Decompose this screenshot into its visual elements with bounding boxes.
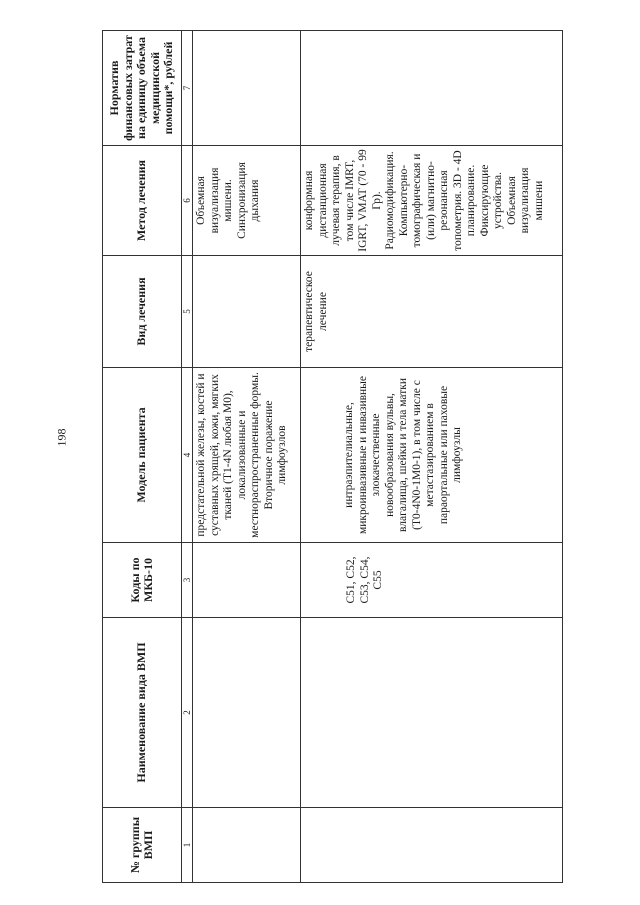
cell-model: интраэпителиальные, микроинвазивные и инвазивные злокачественные новообразования вульвы, влагалища, шейки и тела матки (T0-4N0-1M0-1), в том числе с метастазированием в параортальные или паховые лимфоузлы	[301, 368, 563, 543]
cell-group	[301, 808, 563, 883]
header-model: Модель пациента	[103, 368, 182, 543]
cell-treatment-type	[193, 256, 301, 368]
cell-codes: C51, C52, C53, C54, C55	[301, 543, 563, 618]
page-number: 198	[54, 428, 69, 447]
cell-method: конформная дистанционная лучевая терапия, в том числе IMRT, IGRT, VMAT (70 - 99 Гр). Радиомодификация. Компьютерно-томографическая и (или) магнитно-резонансная топометрия. 3D - 4D планирование. Фиксирующие устройства. Объемная визуализация мишени	[301, 146, 563, 256]
header-method: Метод лечения	[103, 146, 182, 256]
column-number-row	[182, 31, 193, 883]
header-group: № группы ВМП	[103, 808, 182, 883]
header-treatment-type: Вид лечения	[103, 256, 182, 368]
table-row	[301, 31, 563, 883]
rotated-table-wrapper	[102, 31, 560, 883]
cell-method: Объемная визуализация мишени. Синхронизация дыхания	[193, 146, 301, 256]
cell-name	[301, 618, 563, 808]
col-number: 3	[182, 543, 193, 618]
header-norm: Норматив финансовых затрат на единицу объема медицинской помощи*, рублей	[103, 31, 182, 146]
header-codes: Коды по МКБ-10	[103, 543, 182, 618]
col-number: 4	[182, 368, 193, 543]
cell-model: предстательной железы, костей и суставных хрящей, кожи, мягких тканей (T1-4N любая M0), локализованные и местнораспространенные формы. Вторичное поражение лимфоузлов	[193, 368, 301, 543]
col-number: 5	[182, 256, 193, 368]
cell-treatment-type: терапевтическое лечение	[301, 256, 563, 368]
table-row	[193, 31, 301, 883]
cell-codes	[193, 543, 301, 618]
col-number: 6	[182, 146, 193, 256]
vmp-table	[102, 30, 563, 883]
header-row	[103, 31, 182, 883]
cell-group	[193, 808, 301, 883]
cell-norm	[301, 31, 563, 146]
header-name: Наименование вида ВМП	[103, 618, 182, 808]
col-number: 7	[182, 31, 193, 146]
cell-norm	[193, 31, 301, 146]
cell-name	[193, 618, 301, 808]
col-number: 2	[182, 618, 193, 808]
col-number: 1	[182, 808, 193, 883]
